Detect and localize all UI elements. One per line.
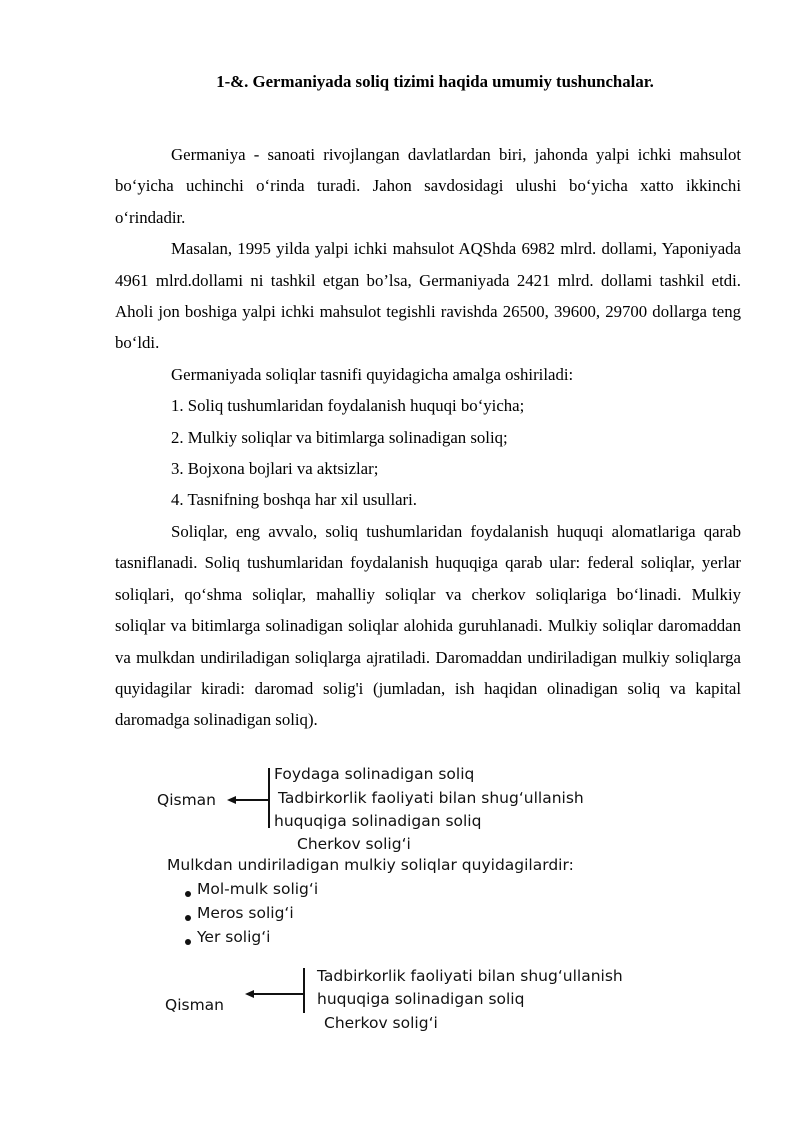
list-item: 3. Bojxona bojlari va aktsizlar; (171, 459, 379, 479)
bullet-item: Mol-mulk solig‘i (197, 880, 319, 898)
group2-line2: huquqiga solinadigan soliq (317, 990, 525, 1008)
group1-line2: Tadbirkorlik faoliyati bilan shug‘ullanish (278, 789, 584, 807)
group1-line3: huquqiga solinadigan soliq (274, 812, 482, 830)
paragraph-intro: Germaniya - sanoati rivojlangan davlatlardan biri, jahonda yalpi ichki mahsulot bo‘yicha uchinchi o‘rinda turadi. Jahon savdosidagi ulushi bo‘yicha xatto ikkinchi o‘rindadir. (115, 145, 741, 227)
bullet-item: Meros solig‘i (197, 904, 294, 922)
bullet-icon (185, 891, 191, 897)
paragraph-gdp: Masalan, 1995 yilda yalpi ichki mahsulot AQShda 6982 mlrd. dollami, Yaponiyada 4961 mlrd.dollami ni tashkil etgan bo’lsa, Germaniyada 2421 mlrd. dollami tashkil etdi. Aholi jon boshiga yalpi ichki mahsulot tegishli ravishda 26500, 39600, 29700 dollarga teng bo‘ldi. (115, 239, 741, 353)
bracket-line (303, 968, 305, 1013)
group1-line1: Foydaga solinadigan soliq (274, 765, 475, 783)
arrow-line (235, 799, 268, 801)
group2-line3: Cherkov solig‘i (324, 1014, 438, 1032)
list-item: 4. Tasnifning boshqa har xil usullari. (171, 490, 418, 510)
bullet-icon (185, 939, 191, 945)
paragraph-taxes: Soliqlar, eng avvalo, soliq tushumlaridan foydalanish huquqi alomatlariga qarab tasniflanadi. Soliq tushumlaridan foydalanish huquqiga qarab ular: federal soliqlar, yerlar soliqlari, qo‘shma soliqlar, mahalliy soliqlar va cherkov soliqlariga bo‘linadi. Mulkiy soliqlar va bitimlarga solinadigan soliqlar alohida guruhlanadi. Mulkiy soliqlar daromaddan va mulkdan undiriladigan soliqlarga ajratiladi. Daromaddan undiriladigan mulkiy soliqlarga quyidagilar kiradi: daromad solig'i (jumladan, ish haqidan olinadigan soliq va kapital daromadga solinadigan soliq). (115, 521, 741, 730)
paragraph-classification: Germaniyada soliqlar tasnifi quyidagicha amalga oshiriladi: (171, 364, 574, 384)
group2-line1: Tadbirkorlik faoliyati bilan shug‘ullanish (317, 967, 623, 985)
group1-label: Qisman (157, 791, 217, 809)
list-item: 2. Mulkiy soliqlar va bitimlarga solinadigan soliq; (171, 427, 508, 447)
bracket-line (268, 768, 270, 828)
arrow-line (253, 993, 303, 995)
group2-label: Qisman (165, 996, 225, 1014)
group1-line4: Cherkov solig‘i (297, 835, 411, 853)
section-title: 1-&. Germaniyada soliq tizimi haqida umumiy tushunchalar. (216, 72, 654, 91)
bullet-item: Yer solig‘i (197, 928, 271, 946)
bullet-icon (185, 915, 191, 921)
list-item: 1. Soliq tushumlaridan foydalanish huquqi bo‘yicha; (171, 396, 525, 416)
figure-heading: Mulkdan undiriladigan mulkiy soliqlar quyidagilardir: (167, 856, 574, 874)
